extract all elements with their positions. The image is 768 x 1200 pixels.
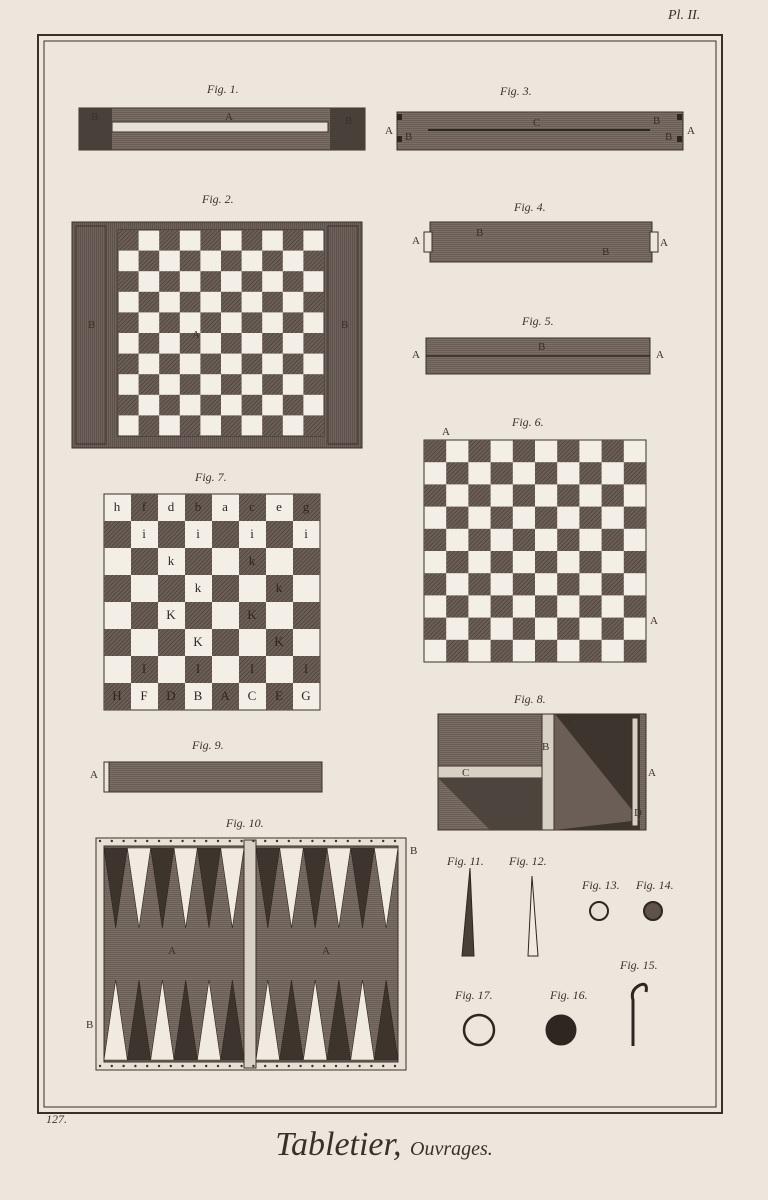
- border-stud: [146, 1065, 148, 1067]
- border-stud: [394, 840, 396, 842]
- border-stud: [394, 1065, 396, 1067]
- border-stud: [122, 840, 124, 842]
- fig-8-label-b: B: [542, 741, 550, 753]
- board-square-dark: [557, 618, 579, 640]
- board-square-dark: [200, 271, 221, 292]
- border-stud: [323, 840, 325, 842]
- border-stud: [323, 1065, 325, 1067]
- board-square-dark: [446, 551, 468, 573]
- board-square-dark: [131, 602, 158, 629]
- fig-3-label-a: A: [687, 125, 695, 137]
- fig-2-caption: Fig. 2.: [202, 192, 234, 206]
- border-stud: [358, 840, 360, 842]
- border-stud: [170, 1065, 172, 1067]
- board-square-dark: [200, 230, 221, 251]
- fig-7-piece-letter: k: [194, 580, 202, 595]
- board-square-dark: [446, 462, 468, 484]
- board-square-dark: [131, 548, 158, 575]
- fig-7-piece-letter: D: [166, 688, 176, 703]
- border-stud: [229, 1065, 231, 1067]
- fig-7-piece-letter: i: [142, 526, 146, 541]
- fig-9-caption: Fig. 9.: [192, 738, 224, 752]
- fig-7-piece-letter: i: [250, 526, 254, 541]
- fig-7-piece-letter: h: [113, 499, 121, 514]
- board-square-dark: [535, 551, 557, 573]
- board-square-dark: [283, 230, 304, 251]
- board-square-dark: [535, 640, 557, 662]
- board-square-dark: [602, 618, 624, 640]
- board-square-dark: [624, 640, 646, 662]
- fig-7-piece-letter: K: [274, 634, 284, 649]
- board-square-dark: [303, 333, 324, 354]
- fig-3-label-b: B: [665, 131, 673, 143]
- fig-7-piece-letter: K: [193, 634, 203, 649]
- board-square-dark: [180, 374, 201, 395]
- board-square-dark: [491, 595, 513, 617]
- fig-6-caption: Fig. 6.: [512, 415, 544, 429]
- board-square-dark: [158, 521, 185, 548]
- border-stud: [111, 1065, 113, 1067]
- fig-12-drawing: [528, 876, 538, 956]
- fig-3-caption: Fig. 3.: [500, 84, 532, 98]
- border-stud: [158, 840, 160, 842]
- fig-4-label-a: A: [412, 235, 420, 247]
- fig-10-caption: Fig. 10.: [226, 816, 264, 830]
- border-stud: [240, 1065, 242, 1067]
- fig-1-caption: Fig. 1.: [207, 82, 239, 96]
- board-square-dark: [118, 354, 139, 375]
- board-square-dark: [139, 292, 160, 313]
- board-square-dark: [242, 395, 263, 416]
- board-square-dark: [212, 575, 239, 602]
- title-main: Tabletier: [275, 1126, 393, 1163]
- fig-2-label-b: B: [88, 319, 96, 331]
- border-stud: [347, 840, 349, 842]
- fig-13-caption: Fig. 13.: [582, 878, 620, 892]
- board-square-dark: [579, 507, 601, 529]
- fig-8-label-d: D: [634, 807, 642, 819]
- page-number: 127.: [46, 1112, 67, 1126]
- board-square-dark: [557, 440, 579, 462]
- board-square-dark: [303, 415, 324, 436]
- board-square-dark: [293, 548, 320, 575]
- board-square-dark: [535, 462, 557, 484]
- board-square-dark: [221, 415, 242, 436]
- border-stud: [205, 1065, 207, 1067]
- board-square-dark: [602, 440, 624, 462]
- fig-7-piece-letter: E: [275, 688, 283, 703]
- board-square-dark: [602, 529, 624, 551]
- fig-4-caption: Fig. 4.: [514, 200, 546, 214]
- board-square-dark: [118, 395, 139, 416]
- fig-7-piece-letter: G: [301, 688, 311, 703]
- board-square-dark: [579, 595, 601, 617]
- board-square-dark: [424, 440, 446, 462]
- fig-14-drawing: [644, 902, 662, 920]
- title-separator: ,: [393, 1126, 402, 1163]
- fig-10-label-b: B: [86, 1019, 94, 1031]
- board-square-dark: [180, 292, 201, 313]
- board-square-dark: [303, 374, 324, 395]
- board-square-dark: [283, 271, 304, 292]
- board-square-dark: [513, 484, 535, 506]
- board-square-dark: [491, 462, 513, 484]
- fig-7-piece-letter: F: [140, 688, 148, 703]
- fig-7-piece-letter: c: [249, 499, 255, 514]
- fig-7-piece-letter: H: [112, 688, 122, 703]
- board-square-dark: [624, 551, 646, 573]
- board-square-dark: [424, 618, 446, 640]
- board-square-dark: [468, 440, 490, 462]
- border-stud: [299, 840, 301, 842]
- board-square-dark: [446, 507, 468, 529]
- board-square-dark: [118, 230, 139, 251]
- fig-17-drawing: [464, 1015, 494, 1045]
- fig-5-caption: Fig. 5.: [522, 314, 554, 328]
- fig-6-label-a: A: [442, 426, 450, 438]
- fig-7-piece-letter: C: [247, 688, 257, 703]
- board-square-dark: [513, 440, 535, 462]
- plate-number: Pl. II.: [668, 8, 701, 23]
- board-square-dark: [212, 521, 239, 548]
- border-stud: [134, 1065, 136, 1067]
- board-square-dark: [262, 292, 283, 313]
- fig-3-label-c: C: [533, 117, 541, 129]
- fig-7-piece-letter: I: [249, 661, 255, 676]
- fig-3-label-b: B: [405, 131, 413, 143]
- fig-9-label-a: A: [90, 769, 98, 781]
- board-square-dark: [221, 292, 242, 313]
- fig-7-piece-letter: d: [167, 499, 175, 514]
- board-square-dark: [579, 462, 601, 484]
- board-square-dark: [159, 312, 180, 333]
- border-stud: [264, 1065, 266, 1067]
- board-square-dark: [242, 230, 263, 251]
- board-square-dark: [602, 573, 624, 595]
- border-stud: [382, 1065, 384, 1067]
- border-stud: [99, 1065, 101, 1067]
- fig-13-drawing: [590, 902, 608, 920]
- board-square-dark: [579, 551, 601, 573]
- board-square-dark: [535, 595, 557, 617]
- fig-5-label-b: B: [538, 341, 546, 353]
- border-stud: [276, 840, 278, 842]
- border-stud: [229, 840, 231, 842]
- border-stud: [134, 840, 136, 842]
- board-square-dark: [139, 415, 160, 436]
- fig-7-piece-letter: I: [303, 661, 309, 676]
- board-square-dark: [104, 575, 131, 602]
- board-square-dark: [139, 333, 160, 354]
- border-stud: [347, 1065, 349, 1067]
- board-square-dark: [104, 629, 131, 656]
- board-square-dark: [139, 374, 160, 395]
- border-stud: [193, 840, 195, 842]
- fig-2-label-b: B: [341, 319, 349, 331]
- board-square-dark: [491, 551, 513, 573]
- board-square-dark: [283, 395, 304, 416]
- border-stud: [276, 1065, 278, 1067]
- fig-10-label-a: A: [322, 945, 330, 957]
- board-square-dark: [293, 602, 320, 629]
- board-square-dark: [200, 312, 221, 333]
- fig-7-piece-letter: K: [247, 607, 257, 622]
- board-square-dark: [557, 484, 579, 506]
- board-square-dark: [242, 271, 263, 292]
- board-square-dark: [200, 354, 221, 375]
- border-stud: [217, 840, 219, 842]
- fig-17-caption: Fig. 17.: [455, 988, 493, 1002]
- fig-12-caption: Fig. 12.: [509, 854, 547, 868]
- board-square-dark: [104, 521, 131, 548]
- board-square-dark: [159, 395, 180, 416]
- board-square-dark: [185, 602, 212, 629]
- border-stud: [181, 840, 183, 842]
- fig-11-drawing: [462, 868, 474, 956]
- fig-8-label-d: D: [563, 715, 571, 727]
- board-square-dark: [283, 354, 304, 375]
- border-stud: [288, 840, 290, 842]
- fig-7-piece-letter: k: [248, 553, 256, 568]
- board-square-dark: [200, 395, 221, 416]
- border-stud: [252, 840, 254, 842]
- board-square-dark: [624, 507, 646, 529]
- fig-7-piece-letter: g: [302, 499, 310, 514]
- fig-7-piece-letter: i: [304, 526, 308, 541]
- fig-5-label-a: A: [656, 349, 664, 361]
- board-square-dark: [266, 521, 293, 548]
- board-square-dark: [446, 595, 468, 617]
- board-square-dark: [513, 618, 535, 640]
- border-stud: [382, 840, 384, 842]
- border-stud: [299, 1065, 301, 1067]
- board-square-dark: [158, 575, 185, 602]
- board-square-dark: [468, 618, 490, 640]
- board-square-dark: [557, 529, 579, 551]
- fig-10-label-b: B: [410, 845, 418, 857]
- border-stud: [370, 840, 372, 842]
- board-square-dark: [221, 251, 242, 272]
- border-stud: [158, 1065, 160, 1067]
- board-square-dark: [159, 354, 180, 375]
- board-square-dark: [446, 640, 468, 662]
- border-stud: [122, 1065, 124, 1067]
- fig-1-drawing: [79, 108, 365, 150]
- fig-6-label-a: A: [650, 615, 658, 627]
- board-square-dark: [424, 573, 446, 595]
- board-square-dark: [624, 462, 646, 484]
- board-square-dark: [303, 251, 324, 272]
- fig-1-label-b: B: [345, 115, 353, 127]
- board-square-dark: [468, 573, 490, 595]
- fig-4-drawing: [424, 222, 658, 262]
- board-square-dark: [283, 312, 304, 333]
- board-square-dark: [262, 415, 283, 436]
- plate-title: [0, 1126, 768, 1164]
- fig-7-piece-letter: K: [166, 607, 176, 622]
- board-square-dark: [242, 312, 263, 333]
- border-stud: [205, 840, 207, 842]
- fig-11-caption: Fig. 11.: [447, 854, 484, 868]
- fig-4-label-b: B: [602, 246, 610, 258]
- fig-4-label-a: A: [660, 237, 668, 249]
- fig-16-drawing: [546, 1015, 576, 1045]
- border-stud: [181, 1065, 183, 1067]
- board-square-dark: [118, 312, 139, 333]
- fig-15-drawing: [632, 984, 646, 1046]
- fig-6-drawing: [424, 440, 646, 662]
- board-square-dark: [158, 629, 185, 656]
- border-stud: [358, 1065, 360, 1067]
- border-stud: [170, 840, 172, 842]
- board-square-dark: [139, 251, 160, 272]
- board-square-dark: [262, 333, 283, 354]
- fig-7-piece-letter: e: [276, 499, 282, 514]
- board-square-dark: [262, 251, 283, 272]
- board-square-dark: [242, 354, 263, 375]
- fig-10-drawing: [96, 838, 406, 1070]
- board-square-dark: [180, 415, 201, 436]
- board-square-dark: [535, 507, 557, 529]
- board-square-dark: [303, 292, 324, 313]
- fig-2-label-a: A: [192, 329, 200, 341]
- board-square-dark: [624, 595, 646, 617]
- fig-15-caption: Fig. 15.: [620, 958, 658, 972]
- border-stud: [99, 840, 101, 842]
- board-square-dark: [513, 573, 535, 595]
- title-sub: Ouvrages.: [410, 1138, 493, 1160]
- fig-10-label-a: A: [168, 945, 176, 957]
- board-square-dark: [491, 640, 513, 662]
- board-square-dark: [468, 484, 490, 506]
- fig-2-drawing: [72, 222, 362, 448]
- board-square-dark: [424, 529, 446, 551]
- board-square-dark: [513, 529, 535, 551]
- fig-7-piece-letter: a: [222, 499, 228, 514]
- fig-1-label-a: A: [225, 111, 233, 123]
- board-square-dark: [579, 640, 601, 662]
- border-stud: [311, 840, 313, 842]
- border-stud: [252, 1065, 254, 1067]
- board-square-dark: [424, 484, 446, 506]
- border-stud: [370, 1065, 372, 1067]
- board-square-dark: [221, 333, 242, 354]
- board-square-dark: [221, 374, 242, 395]
- fig-3-label-b: B: [653, 115, 661, 127]
- border-stud: [335, 1065, 337, 1067]
- border-stud: [217, 1065, 219, 1067]
- fig-7-piece-letter: k: [275, 580, 283, 595]
- fig-7-piece-letter: B: [193, 688, 203, 703]
- fig-7-piece-letter: i: [196, 526, 200, 541]
- fig-7-piece-letter: k: [167, 553, 175, 568]
- border-stud: [240, 840, 242, 842]
- fig-1-label-b: B: [91, 111, 99, 123]
- fig-4-label-b: B: [476, 227, 484, 239]
- board-square-dark: [159, 230, 180, 251]
- border-stud: [264, 840, 266, 842]
- border-stud: [288, 1065, 290, 1067]
- fig-8-label-c: C: [462, 767, 470, 779]
- border-stud: [335, 840, 337, 842]
- fig-7-piece-letter: b: [194, 499, 202, 514]
- fig-3-label-a: A: [385, 125, 393, 137]
- board-square-dark: [159, 271, 180, 292]
- fig-8-caption: Fig. 8.: [514, 692, 546, 706]
- board-square-dark: [557, 573, 579, 595]
- fig-8-label-a: A: [648, 767, 656, 779]
- board-square-dark: [602, 484, 624, 506]
- fig-7-caption: Fig. 7.: [195, 470, 227, 484]
- fig-7-piece-letter: A: [220, 688, 230, 703]
- board-square-dark: [118, 271, 139, 292]
- board-square-dark: [185, 548, 212, 575]
- fig-14-caption: Fig. 14.: [636, 878, 674, 892]
- fig-16-caption: Fig. 16.: [550, 988, 588, 1002]
- fig-7-piece-letter: I: [141, 661, 147, 676]
- border-stud: [311, 1065, 313, 1067]
- fig-7-piece-letter: I: [195, 661, 201, 676]
- fig-7-piece-letter: f: [141, 499, 147, 514]
- border-stud: [193, 1065, 195, 1067]
- border-stud: [111, 840, 113, 842]
- board-square-dark: [468, 529, 490, 551]
- board-square-dark: [491, 507, 513, 529]
- border-stud: [146, 840, 148, 842]
- board-square-dark: [180, 251, 201, 272]
- fig-5-label-a: A: [412, 349, 420, 361]
- board-square-dark: [262, 374, 283, 395]
- board-square-dark: [212, 629, 239, 656]
- fig-9-drawing: [104, 762, 322, 792]
